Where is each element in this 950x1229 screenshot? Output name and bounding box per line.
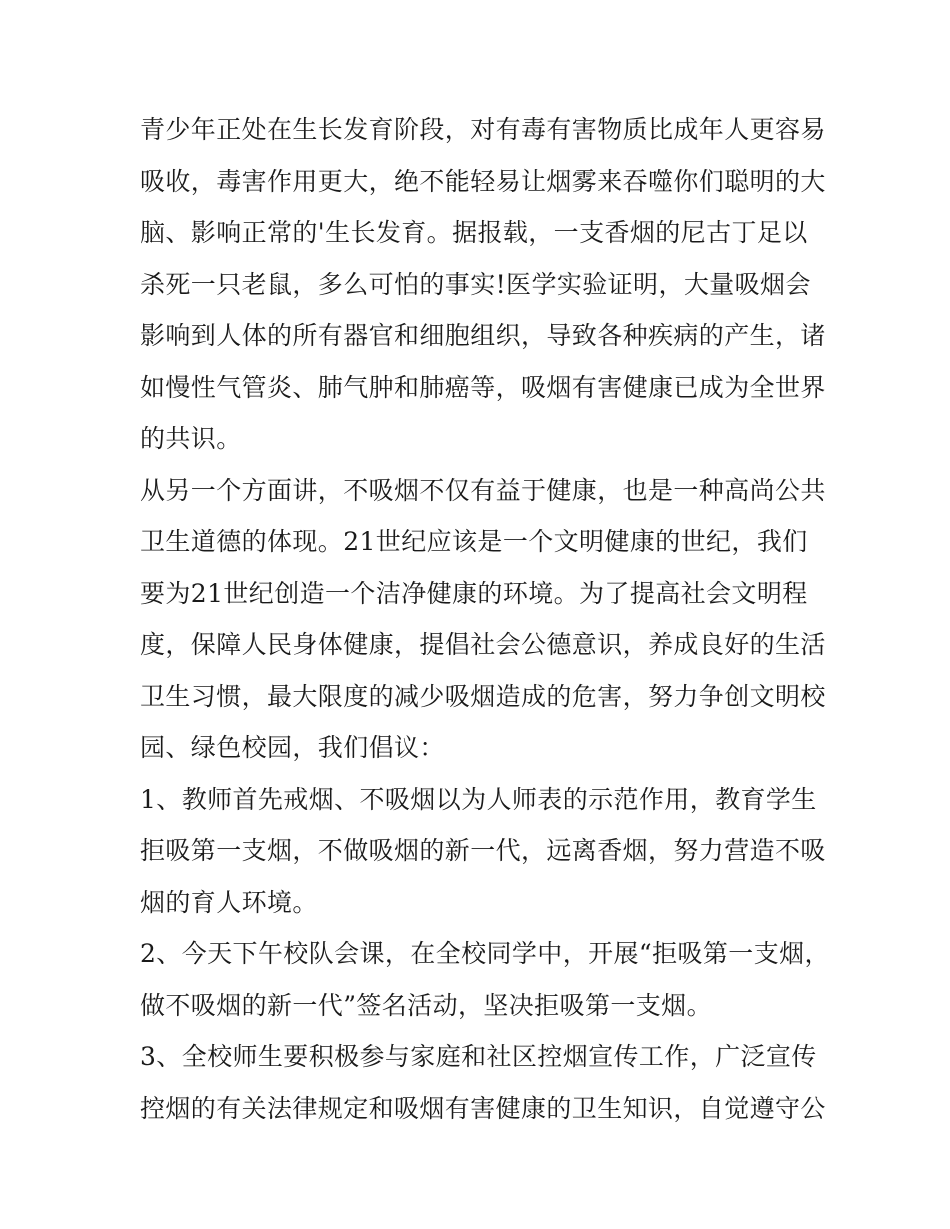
- text-line: 的共识。: [140, 424, 242, 453]
- text-line: 影响到人体的所有器官和细胞组织，导致各种疾病的产生，诸: [140, 321, 826, 350]
- text-line: 度，保障人民身体健康，提倡社会公德意识，养成良好的生活: [140, 630, 826, 659]
- text-line: 烟的育人环境。: [140, 887, 318, 917]
- text-line: 做不吸烟的新一代”签名活动，坚决拒吸第一支烟。: [140, 990, 712, 1020]
- text-line: 1、教师首先戒烟、不吸烟以为人师表的示范作用，教育学生: [140, 784, 817, 814]
- text-line: 如慢性气管炎、肺气肿和肺癌等，吸烟有害健康已成为全世界: [140, 372, 826, 402]
- text-line: 3、全校师生要积极参与家庭和社区控烟宣传工作，广泛宣传: [140, 1042, 817, 1071]
- text-line: 要为21世纪创造一个洁净健康的环境。为了提高社会文明程: [140, 578, 808, 608]
- text-line: 杀死一只老鼠，多么可怕的事实!医学实验证明，大量吸烟会: [140, 269, 811, 299]
- document-body: [140, 104, 830, 1134]
- text-line: 青少年正处在生长发育阶段，对有毒有害物质比成年人更容易: [140, 115, 826, 144]
- text-line: 园、绿色校园，我们倡议：: [140, 733, 445, 762]
- text-line: 控烟的有关法律规定和吸烟有害健康的卫生知识，自觉遵守公: [140, 1093, 826, 1123]
- text-line: 吸收，毒害作用更大，绝不能轻易让烟雾来吞噬你们聪明的大: [140, 166, 826, 196]
- text-line: 从另一个方面讲，不吸烟不仅有益于健康，也是一种高尚公共: [140, 475, 826, 505]
- text-line: 卫生道德的体现。21世纪应该是一个文明健康的世纪，我们: [140, 527, 808, 556]
- text-line: 拒吸第一支烟，不做吸烟的新一代，远离香烟，努力营造不吸: [140, 836, 826, 865]
- text-line: 脑、影响正常的'生长发育。据报载，一支香烟的尼古丁足以: [140, 218, 808, 247]
- text-line: 2、今天下午校队会课，在全校同学中，开展“拒吸第一支烟，: [140, 939, 830, 968]
- text-line: 卫生习惯，最大限度的减少吸烟造成的危害，努力争创文明校: [140, 681, 826, 711]
